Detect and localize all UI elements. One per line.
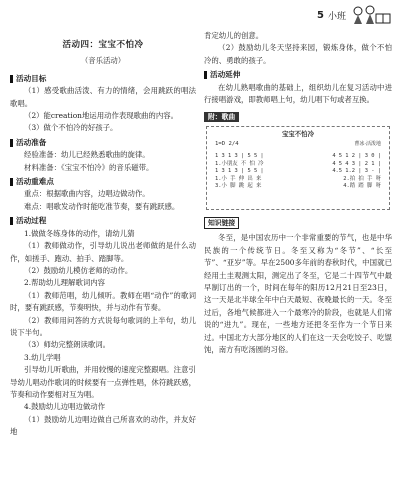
score-cell: 4 5 1 2 | 3 0 | (332, 153, 381, 160)
process-step-1: 1.做做冬练身体的动作，请幼儿猜 (24, 228, 135, 238)
score-credit: 曹冰·活泼地 (354, 141, 381, 148)
activity-subtitle: （音乐活动） (80, 56, 126, 66)
score-cell: 1.小朋友 不 怕 冷 (215, 160, 264, 167)
page-header (272, 4, 392, 26)
score-cell: 4.5 1.2 | 3 - | (332, 168, 381, 175)
class-label: 小班 (327, 11, 346, 22)
goal-3: （3）做个不怕冷的好孩子。 (24, 123, 118, 133)
process-step-3a: 引导幼儿听歌曲，并用较慢的速度完整跟唱。注意引导幼儿唱动作歌词的时候要有一点弹性唱，休符跳跃感，节奏和动作要相对互为唱。 (10, 365, 196, 399)
prep-2: 材料准备：《宝宝不怕冷》的音乐磁带。 (24, 162, 154, 172)
prep-heading: 活动准备 (10, 137, 196, 149)
knowledge-text: 冬至，是中国农历中一个非常重要的节气，也是中华民族的一个传统节日。冬至又称为“冬节”、“长至节”、“亚岁”等。早在2500多年前的春秋时代，中国就已经用土圭观测太阳，测定出了冬至，它是二十四节气中最早制订出的一个，时间在每年的阳历12月21日至23日，这一天是北半球全年中白天最短、夜晚最长的一天。冬至过后，各地气候都进入一个最寒冷的阶段，也就是人们常说的“进九”。现在，一些地方还把冬至作为一个节日来过。中国北方大部分地区的人们在这一天会吃饺子、吃馄饨，南方有吃汤圆的习俗。 (204, 233, 392, 355)
score-cell: 1 3 1 3 | 5 5 | (215, 153, 264, 160)
extension-heading: 活动延伸 (204, 69, 392, 81)
score-cell: 4.踏 踏 脚 呀 (343, 183, 381, 190)
score-row (215, 176, 381, 183)
score-cell: 1.小 手 伸 出 来 (215, 175, 262, 182)
process-step-2b: （2）教师用问答的方式说每句歌词的上半句，幼儿说下半句。 (10, 315, 196, 337)
score-cell: 4 5 4 3 | 2 1 | (332, 160, 381, 167)
children-reading-icon (350, 5, 392, 25)
process-step-3: 3.幼儿学唱 (24, 352, 61, 362)
knowledge-tag: 知识链接 (204, 217, 239, 229)
right-column (204, 30, 392, 357)
score-cell: 2.拍 拍 手 呀 (343, 175, 381, 182)
score-row (215, 161, 381, 168)
page-number: 5 (317, 9, 324, 21)
key-heading: 活动重难点 (10, 176, 196, 188)
key-1: 重点：根据歌曲内容，边唱边做动作。 (24, 189, 150, 199)
process-heading: 活动过程 (10, 215, 196, 227)
process-step-1a: （1）教师做动作，引导幼儿说出老师做的是什么动作，如搓手、跑动、拍手、踏脚等。 (10, 241, 196, 263)
score-title: 宝宝不怕冷 (282, 130, 314, 139)
process-step-2a: （1）教师范唱，幼儿倾听。教师在唱“动作”的歌词时，要有跳跃感，节奏明快，并与动作有节奏。 (10, 290, 196, 313)
process-step-2c: （3）师幼完整朗读歌词。 (24, 340, 111, 350)
prep-1: 经验准备：幼儿已经熟悉歌曲的旋律。 (24, 150, 150, 160)
score-tag: 附：歌曲 (204, 112, 239, 122)
left-column (10, 30, 196, 439)
score-lines (215, 153, 381, 190)
score-cell: 3.小 脚 跳 起 来 (215, 183, 262, 190)
score-row (215, 183, 381, 190)
process-step-2: 2.帮助幼儿理解歌词内容 (24, 278, 106, 288)
goal-2: （2）能creation地运用动作表现歌曲的内容。 (24, 111, 178, 121)
score-row (215, 153, 381, 160)
continued-step: （2）鼓励幼儿冬天坚持来园，锻炼身体，做个不怕冷的、勇敢的孩子。 (204, 43, 392, 65)
process-step-4a: （1）鼓励幼儿边唱边做自己所喜欢的动作，并友好地 (10, 414, 196, 437)
score-row (215, 168, 381, 175)
process-step-4: 4.鼓励幼儿边唱边做动作 (24, 402, 106, 412)
extension-text: 在幼儿熟唱歌曲的基础上，组织幼儿在复习活动中进行接唱游戏，即教师唱上句，幼儿唱下句或者互换。 (204, 82, 392, 105)
score-key: 1=D 2/4 (215, 141, 239, 148)
goal-heading: 活动目标 (10, 73, 196, 85)
goal-1: （1）感受歌曲活泼、有力的情绪，会用跳跃的唱法歌唱。 (10, 86, 196, 108)
score-cell: 1 3 1 3 | 5 5 | (215, 168, 264, 175)
process-step-1b: （2）鼓励幼儿模仿老师的动作。 (24, 265, 133, 275)
key-2: 难点：唱歌发动作时能吃准节奏，要有跳跃感。 (24, 201, 180, 211)
activity-title: 活动四：宝宝不怕冷 (62, 40, 144, 50)
continued-text: 肯定幼儿的创意。 (204, 31, 264, 40)
music-score (206, 126, 390, 210)
